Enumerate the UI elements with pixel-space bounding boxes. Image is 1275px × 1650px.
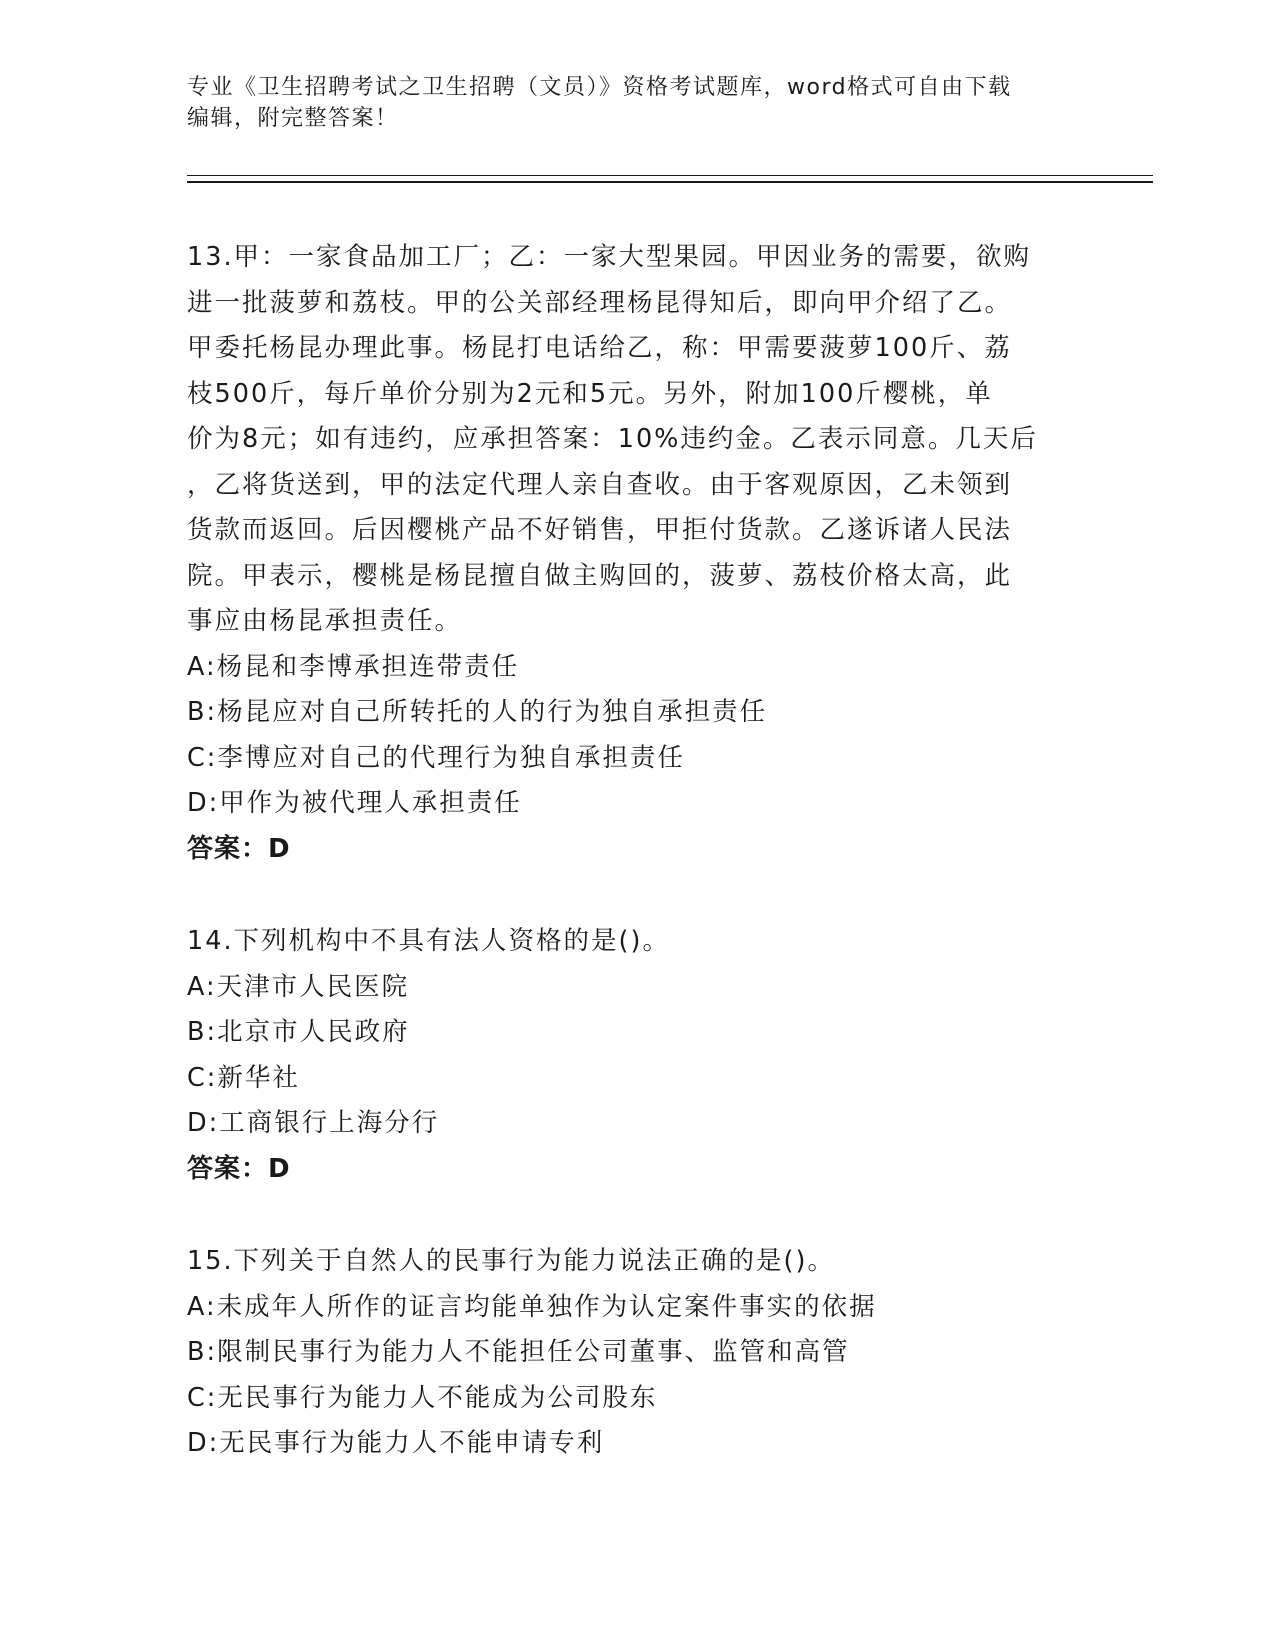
answer-line: 答案：D: [187, 1153, 291, 1184]
question-stem-line: 价为8元；如有违约，应承担答案：10%违约金。乙表示同意。几天后: [187, 424, 1038, 454]
question-14: [187, 919, 1087, 1192]
question-list: [187, 235, 1087, 1514]
option-b: B:北京市人民政府: [187, 1017, 410, 1047]
question-stem-line: 13.甲：一家食品加工厂；乙：一家大型果园。甲因业务的需要，欲购: [187, 242, 1032, 272]
option-b: B:杨昆应对自己所转托的人的行为独自承担责任: [187, 697, 768, 727]
question-stem-line: 甲委托杨昆办理此事。杨昆打电话给乙，称：甲需要菠萝100斤、荔: [187, 333, 1012, 363]
header-line: 编辑，附完整答案！: [187, 106, 399, 131]
option-c: C:无民事行为能力人不能成为公司股东: [187, 1382, 658, 1413]
header-divider-thin: [187, 175, 1153, 176]
answer-line: 答案：D: [187, 833, 291, 864]
header-divider-thick: [187, 181, 1153, 183]
question-15: [187, 1239, 1087, 1467]
option-d: D:甲作为被代理人承担责任: [187, 788, 522, 818]
question-13: [187, 235, 1087, 872]
document-header: [187, 72, 1087, 134]
question-stem-line: 事应由杨昆承担责任。: [187, 606, 463, 636]
option-a: A:杨昆和李博承担连带责任: [187, 651, 520, 682]
option-c: C:李博应对自己的代理行为独自承担责任: [187, 742, 685, 773]
question-stem-line: 院。甲表示，樱桃是杨昆擅自做主购回的，菠萝、荔枝价格太高，此: [187, 560, 1013, 591]
question-stem-line: 进一批菠萝和荔枝。甲的公关部经理杨昆得知后，即向甲介绍了乙。: [187, 287, 1013, 318]
question-stem-line: 枝500斤，每斤单价分别为2元和5元。另外，附加100斤樱桃，单: [187, 378, 993, 409]
question-stem-line: 15.下列关于自然人的民事行为能力说法正确的是()。: [187, 1246, 835, 1276]
header-line: 专业《卫生招聘考试之卫生招聘（文员）》资格考试题库，word格式可自由下载: [187, 75, 1012, 100]
option-d: D:无民事行为能力人不能申请专利: [187, 1428, 605, 1458]
question-stem-line: 货款而返回。后因樱桃产品不好销售，甲拒付货款。乙遂诉诸人民法: [187, 515, 1013, 545]
option-d: D:工商银行上海分行: [187, 1108, 440, 1138]
option-a: A:未成年人所作的证言均能单独作为认定案件事实的依据: [187, 1291, 877, 1322]
question-stem-line: ，乙将货送到，甲的法定代理人亲自查收。由于客观原因，乙未领到: [187, 469, 1013, 500]
option-c: C:新华社: [187, 1062, 300, 1093]
question-stem-line: 14.下列机构中不具有法人资格的是()。: [187, 926, 670, 956]
option-a: A:天津市人民医院: [187, 971, 410, 1002]
option-b: B:限制民事行为能力人不能担任公司董事、监管和高管: [187, 1337, 850, 1367]
